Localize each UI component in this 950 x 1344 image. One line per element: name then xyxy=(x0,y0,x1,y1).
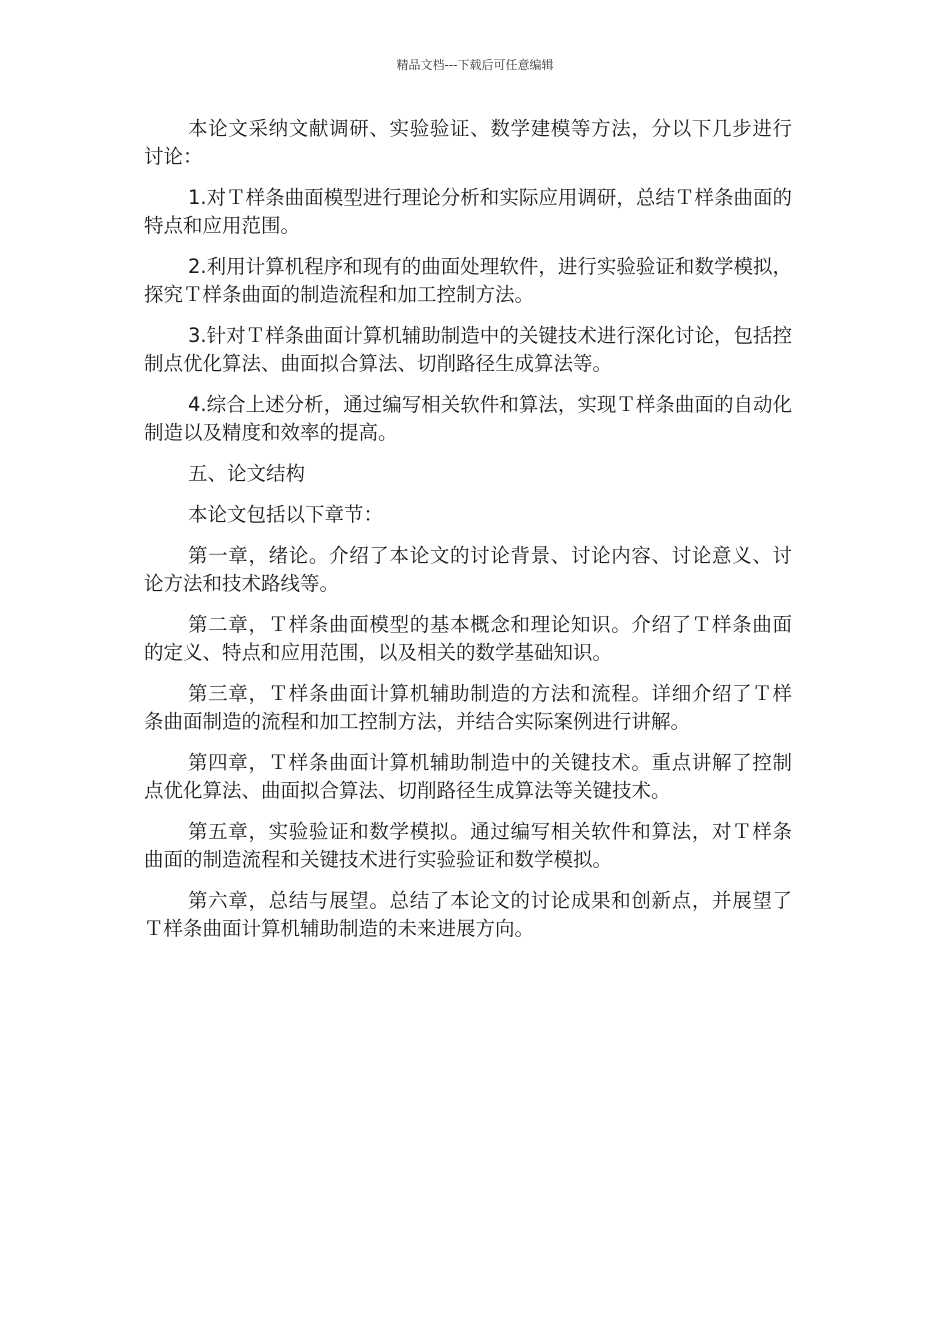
paragraph-step-4: 4.综合上述分析，通过编写相关软件和算法，实现Ｔ样条曲面的自动化制造以及精度和效率的提高。 xyxy=(144,393,792,444)
paragraph-chapter-5: 第五章，实验验证和数学模拟。通过编写相关软件和算法，对Ｔ样条曲面的制造流程和关键技术进行实验验证和数学模拟。 xyxy=(144,820,792,871)
paragraph-chapter-1: 第一章，绪论。介绍了本论文的讨论背景、讨论内容、讨论意义、讨论方法和技术路线等。 xyxy=(144,544,792,595)
paragraph-step-1: 1.对Ｔ样条曲面模型进行理论分析和实际应用调研，总结Ｔ样条曲面的特点和应用范围。 xyxy=(144,186,792,237)
page-header: 精品文档---下载后可任意编辑 xyxy=(396,58,554,72)
paragraph-step-3: 3.针对Ｔ样条曲面计算机辅助制造中的关键技术进行深化讨论，包括控制点优化算法、曲面拟合算法、切削路径生成算法等。 xyxy=(144,324,792,375)
paragraph-step-2: 2.利用计算机程序和现有的曲面处理软件，进行实验验证和数学模拟，探究Ｔ样条曲面的制造流程和加工控制方法。 xyxy=(144,255,792,306)
section-heading-structure: 五、论文结构 xyxy=(188,462,306,485)
paragraph-chapter-4: 第四章，Ｔ样条曲面计算机辅助制造中的关键技术。重点讲解了控制点优化算法、曲面拟合算法、切削路径生成算法等关键技术。 xyxy=(144,751,792,802)
paragraph-chapter-3: 第三章，Ｔ样条曲面计算机辅助制造的方法和流程。详细介绍了Ｔ样条曲面制造的流程和加工控制方法，并结合实际案例进行讲解。 xyxy=(144,682,792,733)
paragraph-chapters-intro: 本论文包括以下章节： xyxy=(188,503,384,526)
paragraph-chapter-6: 第六章，总结与展望。总结了本论文的讨论成果和创新点，并展望了Ｔ样条曲面计算机辅助制造的未来进展方向。 xyxy=(144,889,792,940)
paragraph-methods-intro: 本论文采纳文献调研、实验验证、数学建模等方法，分以下几步进行讨论： xyxy=(144,117,792,168)
paragraph-chapter-2: 第二章，Ｔ样条曲面模型的基本概念和理论知识。介绍了Ｔ样条曲面的定义、特点和应用范围，以及相关的数学基础知识。 xyxy=(144,613,792,664)
document-body xyxy=(144,115,792,956)
